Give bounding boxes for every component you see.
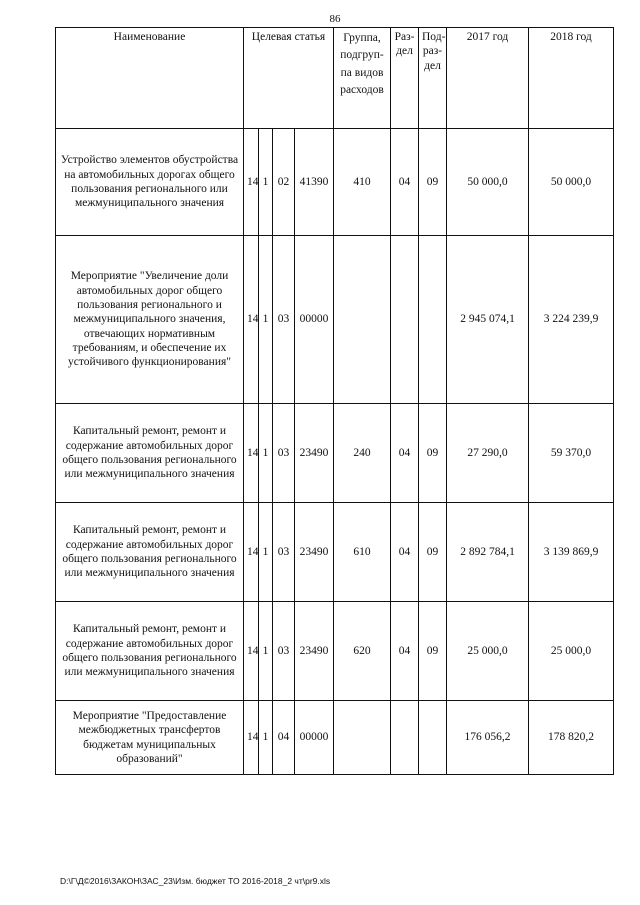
target-code-1: 14 bbox=[244, 602, 259, 701]
table-row bbox=[56, 503, 614, 602]
row-amount-2018: 178 820,2 bbox=[529, 701, 614, 775]
row-group bbox=[334, 701, 391, 775]
target-code-2: 1 bbox=[259, 602, 273, 701]
target-code-4: 41390 bbox=[295, 129, 334, 236]
row-amount-2018: 50 000,0 bbox=[529, 129, 614, 236]
target-code-3: 03 bbox=[273, 503, 295, 602]
row-section bbox=[391, 236, 419, 404]
row-subsection bbox=[419, 236, 447, 404]
table-row bbox=[56, 404, 614, 503]
header-target: Целевая статья bbox=[244, 28, 334, 129]
header-group: Группа, подгруп-па видов расходов bbox=[334, 28, 391, 129]
row-name: Устройство элементов обустройства на автомобильных дорогах общего пользования регионального или межмуниципального значения bbox=[56, 129, 244, 236]
table-row bbox=[56, 701, 614, 775]
target-code-3: 03 bbox=[273, 404, 295, 503]
budget-table bbox=[55, 27, 614, 775]
target-code-1: 14 bbox=[244, 404, 259, 503]
target-code-1: 14 bbox=[244, 236, 259, 404]
header-row bbox=[56, 28, 614, 129]
row-group: 610 bbox=[334, 503, 391, 602]
target-code-4: 23490 bbox=[295, 503, 334, 602]
row-subsection: 09 bbox=[419, 129, 447, 236]
row-subsection: 09 bbox=[419, 404, 447, 503]
row-amount-2017: 176 056,2 bbox=[447, 701, 529, 775]
row-amount-2018: 59 370,0 bbox=[529, 404, 614, 503]
target-code-4: 23490 bbox=[295, 602, 334, 701]
file-path-footer: D:\Г\Д©2016\ЗАКОН\ЗАС_23\Изм. бюджет ТО 2016-2018_2 чт\pr9.xls bbox=[60, 876, 331, 886]
table-row bbox=[56, 602, 614, 701]
header-2017: 2017 год bbox=[447, 28, 529, 129]
row-name: Капитальный ремонт, ремонт и содержание автомобильных дорог общего пользования регионального или межмуниципального значения bbox=[56, 602, 244, 701]
row-subsection: 09 bbox=[419, 503, 447, 602]
row-subsection: 09 bbox=[419, 602, 447, 701]
target-code-2: 1 bbox=[259, 236, 273, 404]
header-subsection: Под-раз-дел bbox=[419, 28, 447, 129]
row-group: 240 bbox=[334, 404, 391, 503]
target-code-4: 00000 bbox=[295, 236, 334, 404]
row-name: Мероприятие "Увеличение доли автомобильных дорог общего пользования регионального и межмуниципального значения, отвечающих нормативным требованиям, и обеспечение их устойчивого функционирования" bbox=[56, 236, 244, 404]
target-code-2: 1 bbox=[259, 404, 273, 503]
row-amount-2017: 2 892 784,1 bbox=[447, 503, 529, 602]
row-amount-2017: 50 000,0 bbox=[447, 129, 529, 236]
target-code-1: 14 bbox=[244, 503, 259, 602]
row-amount-2018: 25 000,0 bbox=[529, 602, 614, 701]
table-row bbox=[56, 129, 614, 236]
row-section: 04 bbox=[391, 404, 419, 503]
target-code-3: 03 bbox=[273, 236, 295, 404]
header-name: Наименование bbox=[56, 28, 244, 129]
target-code-2: 1 bbox=[259, 503, 273, 602]
row-amount-2017: 2 945 074,1 bbox=[447, 236, 529, 404]
target-code-1: 14 bbox=[244, 129, 259, 236]
page-number: 86 bbox=[329, 13, 341, 25]
header-section: Раз-дел bbox=[391, 28, 419, 129]
row-group: 410 bbox=[334, 129, 391, 236]
row-subsection bbox=[419, 701, 447, 775]
row-name: Мероприятие "Предоставление межбюджетных трансфертов бюджетам муниципальных образований" bbox=[56, 701, 244, 775]
row-amount-2018: 3 224 239,9 bbox=[529, 236, 614, 404]
row-group bbox=[334, 236, 391, 404]
target-code-3: 04 bbox=[273, 701, 295, 775]
target-code-3: 02 bbox=[273, 129, 295, 236]
row-amount-2018: 3 139 869,9 bbox=[529, 503, 614, 602]
row-amount-2017: 27 290,0 bbox=[447, 404, 529, 503]
row-section bbox=[391, 701, 419, 775]
target-code-3: 03 bbox=[273, 602, 295, 701]
target-code-2: 1 bbox=[259, 129, 273, 236]
target-code-1: 14 bbox=[244, 701, 259, 775]
row-amount-2017: 25 000,0 bbox=[447, 602, 529, 701]
row-group: 620 bbox=[334, 602, 391, 701]
target-code-4: 00000 bbox=[295, 701, 334, 775]
row-name: Капитальный ремонт, ремонт и содержание автомобильных дорог общего пользования регионального или межмуниципального значения bbox=[56, 404, 244, 503]
row-section: 04 bbox=[391, 129, 419, 236]
row-section: 04 bbox=[391, 602, 419, 701]
table-row bbox=[56, 236, 614, 404]
header-2018: 2018 год bbox=[529, 28, 614, 129]
target-code-4: 23490 bbox=[295, 404, 334, 503]
row-name: Капитальный ремонт, ремонт и содержание автомобильных дорог общего пользования регионального или межмуниципального значения bbox=[56, 503, 244, 602]
target-code-2: 1 bbox=[259, 701, 273, 775]
row-section: 04 bbox=[391, 503, 419, 602]
